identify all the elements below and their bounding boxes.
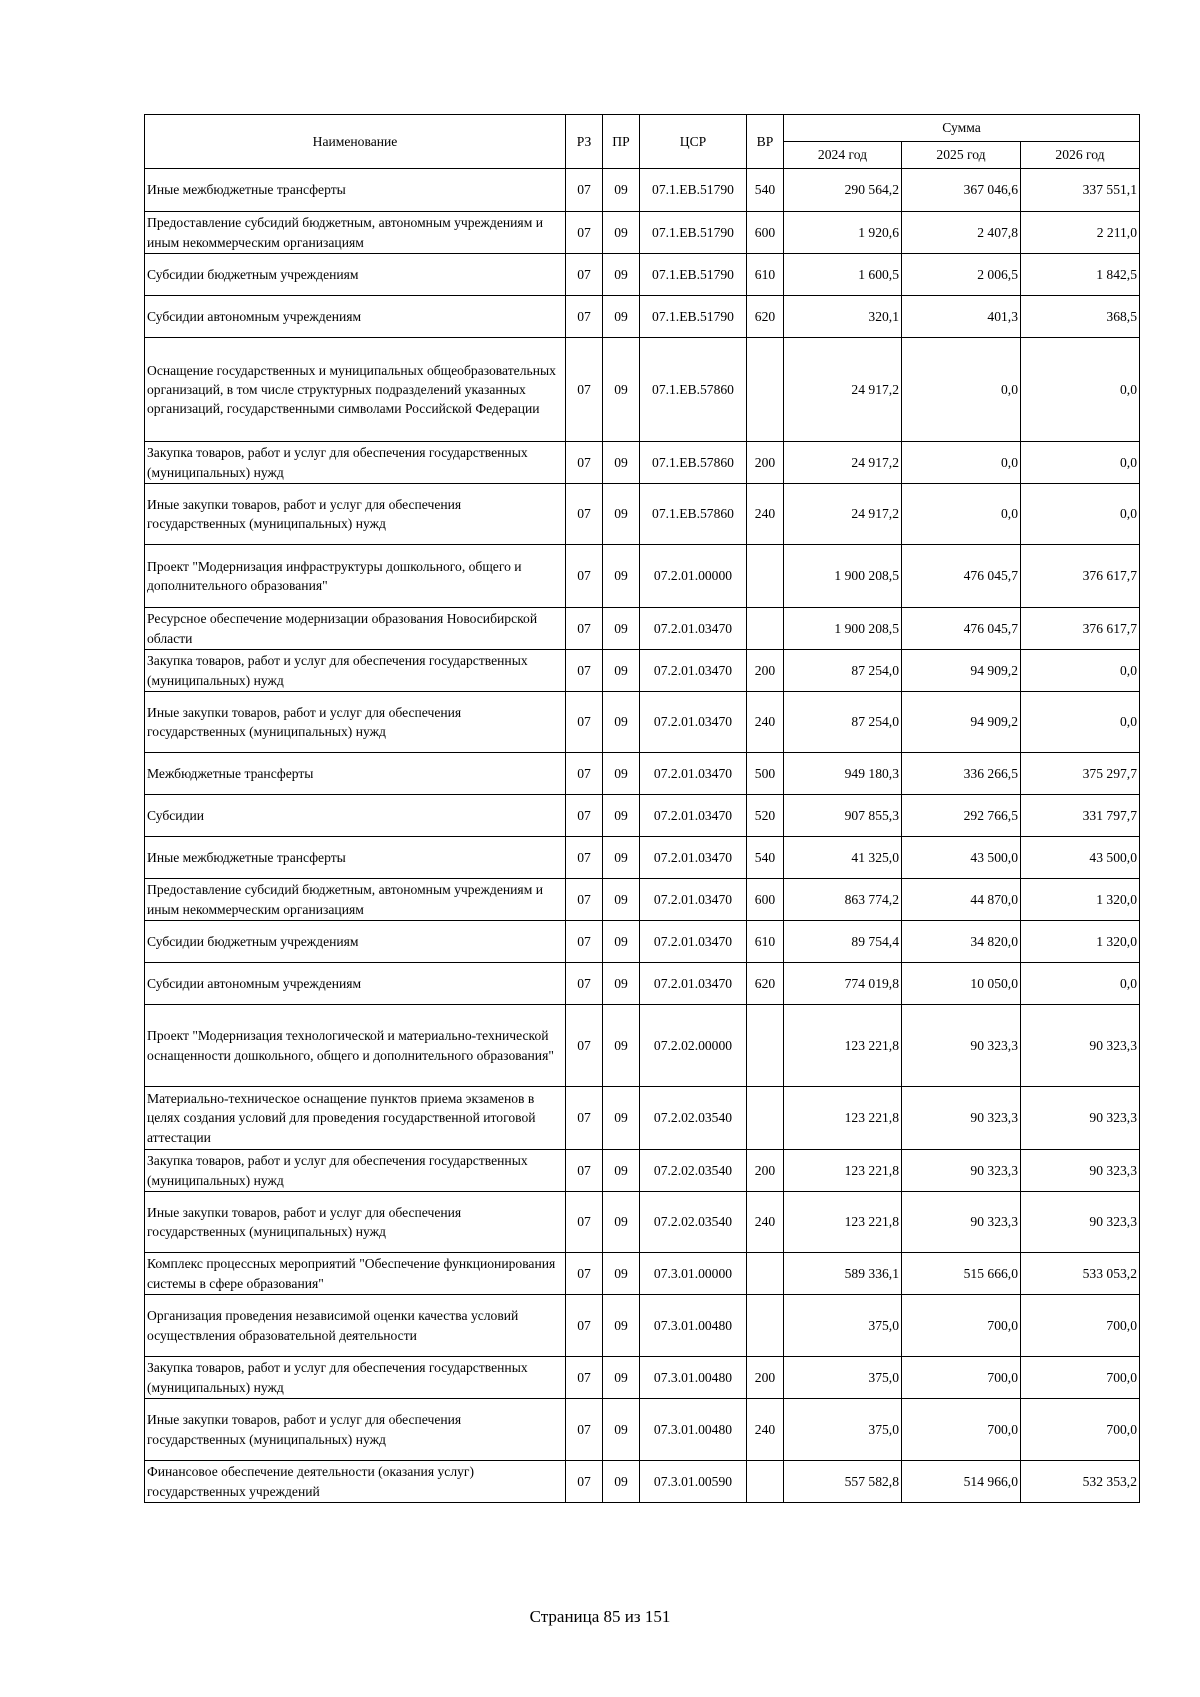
table-row: [145, 1087, 1140, 1150]
page-number: Страница 85 из 151: [529, 1607, 671, 1626]
cell-2025: 476 045,7: [902, 545, 1021, 608]
cell-vr: [747, 1461, 784, 1503]
cell-vr: [747, 608, 784, 650]
cell-csr: 07.1.EB.57860: [640, 338, 747, 442]
cell-vr: [747, 1295, 784, 1357]
cell-rz: 07: [566, 1005, 603, 1087]
cell-2024: 41 325,0: [784, 837, 902, 879]
cell-2026: 0,0: [1021, 963, 1140, 1005]
cell-2026: 0,0: [1021, 338, 1140, 442]
table-row: [145, 1461, 1140, 1503]
cell-2025: 0,0: [902, 338, 1021, 442]
cell-2024: 89 754,4: [784, 921, 902, 963]
cell-2025: 514 966,0: [902, 1461, 1021, 1503]
header-year-2026: 2026 год: [1021, 142, 1140, 169]
cell-2024: 24 917,2: [784, 338, 902, 442]
cell-2025: 94 909,2: [902, 692, 1021, 753]
cell-rz: 07: [566, 1461, 603, 1503]
cell-2024: 123 221,8: [784, 1005, 902, 1087]
header-name: Наименование: [145, 115, 566, 169]
cell-2026: 90 323,3: [1021, 1087, 1140, 1150]
cell-csr: 07.1.EB.51790: [640, 254, 747, 296]
cell-pr: 09: [603, 1150, 640, 1192]
cell-vr: 200: [747, 650, 784, 692]
cell-2025: 700,0: [902, 1295, 1021, 1357]
cell-csr: 07.3.01.00590: [640, 1461, 747, 1503]
cell-2024: 24 917,2: [784, 484, 902, 545]
cell-rz: 07: [566, 1295, 603, 1357]
cell-csr: 07.2.01.00000: [640, 545, 747, 608]
cell-pr: 09: [603, 1087, 640, 1150]
cell-pr: 09: [603, 608, 640, 650]
cell-2025: 10 050,0: [902, 963, 1021, 1005]
cell-2024: 375,0: [784, 1357, 902, 1399]
cell-csr: 07.2.01.03470: [640, 650, 747, 692]
cell-name: Закупка товаров, работ и услуг для обеспечения государственных (муниципальных) нужд: [145, 1357, 566, 1399]
cell-vr: 610: [747, 921, 784, 963]
cell-pr: 09: [603, 753, 640, 795]
cell-csr: 07.2.01.03470: [640, 963, 747, 1005]
table-row: [145, 1295, 1140, 1357]
cell-pr: 09: [603, 879, 640, 921]
budget-table: [144, 114, 1140, 1503]
cell-name: Межбюджетные трансферты: [145, 753, 566, 795]
table-row: [145, 921, 1140, 963]
cell-2024: 123 221,8: [784, 1087, 902, 1150]
cell-name: Закупка товаров, работ и услуг для обеспечения государственных (муниципальных) нужд: [145, 442, 566, 484]
cell-csr: 07.2.01.03470: [640, 608, 747, 650]
table-row: [145, 963, 1140, 1005]
cell-rz: 07: [566, 795, 603, 837]
cell-2026: 533 053,2: [1021, 1253, 1140, 1295]
cell-pr: 09: [603, 963, 640, 1005]
cell-name: Предоставление субсидий бюджетным, автономным учреждениям и иным некоммерческим организациям: [145, 212, 566, 254]
cell-pr: 09: [603, 338, 640, 442]
cell-name: Субсидии бюджетным учреждениям: [145, 921, 566, 963]
cell-csr: 07.3.01.00480: [640, 1295, 747, 1357]
cell-pr: 09: [603, 921, 640, 963]
cell-2025: 90 323,3: [902, 1150, 1021, 1192]
cell-2024: 557 582,8: [784, 1461, 902, 1503]
table-row: [145, 254, 1140, 296]
table-row: [145, 484, 1140, 545]
cell-2026: 375 297,7: [1021, 753, 1140, 795]
cell-rz: 07: [566, 1253, 603, 1295]
cell-2026: 43 500,0: [1021, 837, 1140, 879]
cell-vr: [747, 338, 784, 442]
cell-rz: 07: [566, 296, 603, 338]
cell-csr: 07.2.01.03470: [640, 837, 747, 879]
cell-2026: 2 211,0: [1021, 212, 1140, 254]
cell-pr: 09: [603, 1357, 640, 1399]
cell-csr: 07.2.02.03540: [640, 1150, 747, 1192]
cell-2026: 700,0: [1021, 1295, 1140, 1357]
cell-csr: 07.2.01.03470: [640, 795, 747, 837]
cell-pr: 09: [603, 1192, 640, 1253]
cell-rz: 07: [566, 753, 603, 795]
cell-csr: 07.2.01.03470: [640, 753, 747, 795]
cell-2026: 0,0: [1021, 484, 1140, 545]
table-row: [145, 545, 1140, 608]
cell-pr: 09: [603, 545, 640, 608]
cell-2025: 292 766,5: [902, 795, 1021, 837]
cell-2024: 123 221,8: [784, 1192, 902, 1253]
cell-rz: 07: [566, 837, 603, 879]
cell-rz: 07: [566, 484, 603, 545]
table-row: [145, 296, 1140, 338]
cell-csr: 07.3.01.00480: [640, 1357, 747, 1399]
table-row: [145, 608, 1140, 650]
cell-2024: 1 900 208,5: [784, 608, 902, 650]
table-row: [145, 1005, 1140, 1087]
cell-2026: 700,0: [1021, 1399, 1140, 1461]
cell-name: Проект "Модернизация технологической и материально-технической оснащенности дошкольного, общего и дополнительного образования": [145, 1005, 566, 1087]
cell-vr: 200: [747, 1357, 784, 1399]
table-row: [145, 442, 1140, 484]
cell-csr: 07.1.EB.57860: [640, 442, 747, 484]
cell-rz: 07: [566, 963, 603, 1005]
cell-2024: 290 564,2: [784, 169, 902, 212]
cell-name: Комплекс процессных мероприятий "Обеспечение функционирования системы в сфере образования": [145, 1253, 566, 1295]
cell-vr: 600: [747, 212, 784, 254]
cell-rz: 07: [566, 169, 603, 212]
cell-2025: 94 909,2: [902, 650, 1021, 692]
cell-2026: 532 353,2: [1021, 1461, 1140, 1503]
cell-name: Оснащение государственных и муниципальных общеобразовательных организаций, в том числе структурных подразделений указанных организаций, государственными символами Российской Федерации: [145, 338, 566, 442]
cell-2026: 376 617,7: [1021, 608, 1140, 650]
cell-name: Иные закупки товаров, работ и услуг для обеспечения государственных (муниципальных) нужд: [145, 1399, 566, 1461]
cell-pr: 09: [603, 1399, 640, 1461]
cell-pr: 09: [603, 169, 640, 212]
cell-vr: 540: [747, 169, 784, 212]
cell-vr: 200: [747, 442, 784, 484]
cell-2025: 401,3: [902, 296, 1021, 338]
cell-pr: 09: [603, 692, 640, 753]
cell-name: Субсидии: [145, 795, 566, 837]
cell-2024: 375,0: [784, 1295, 902, 1357]
cell-pr: 09: [603, 254, 640, 296]
cell-2025: 2 006,5: [902, 254, 1021, 296]
cell-2024: 320,1: [784, 296, 902, 338]
table-row: [145, 169, 1140, 212]
cell-rz: 07: [566, 338, 603, 442]
cell-name: Иные межбюджетные трансферты: [145, 169, 566, 212]
cell-2025: 700,0: [902, 1357, 1021, 1399]
cell-2024: 863 774,2: [784, 879, 902, 921]
cell-csr: 07.2.01.03470: [640, 692, 747, 753]
cell-pr: 09: [603, 484, 640, 545]
cell-rz: 07: [566, 1192, 603, 1253]
cell-2025: 0,0: [902, 442, 1021, 484]
cell-csr: 07.3.01.00000: [640, 1253, 747, 1295]
cell-vr: 200: [747, 1150, 784, 1192]
table-row: [145, 692, 1140, 753]
cell-name: Проект "Модернизация инфраструктуры дошкольного, общего и дополнительного образования": [145, 545, 566, 608]
cell-2024: 87 254,0: [784, 650, 902, 692]
cell-vr: 610: [747, 254, 784, 296]
header-year-2025: 2025 год: [902, 142, 1021, 169]
cell-2026: 0,0: [1021, 442, 1140, 484]
cell-2025: 34 820,0: [902, 921, 1021, 963]
cell-2026: 90 323,3: [1021, 1005, 1140, 1087]
cell-2025: 90 323,3: [902, 1087, 1021, 1150]
cell-rz: 07: [566, 921, 603, 963]
cell-2025: 2 407,8: [902, 212, 1021, 254]
header-sum: Сумма: [784, 115, 1140, 142]
header-rz: РЗ: [566, 115, 603, 169]
cell-rz: 07: [566, 1399, 603, 1461]
cell-2024: 774 019,8: [784, 963, 902, 1005]
cell-2024: 1 900 208,5: [784, 545, 902, 608]
cell-rz: 07: [566, 692, 603, 753]
cell-2025: 90 323,3: [902, 1005, 1021, 1087]
cell-name: Субсидии бюджетным учреждениям: [145, 254, 566, 296]
header-year-2024: 2024 год: [784, 142, 902, 169]
cell-2025: 0,0: [902, 484, 1021, 545]
cell-2024: 87 254,0: [784, 692, 902, 753]
cell-vr: [747, 545, 784, 608]
cell-csr: 07.3.01.00480: [640, 1399, 747, 1461]
cell-name: Субсидии автономным учреждениям: [145, 296, 566, 338]
cell-vr: [747, 1087, 784, 1150]
cell-name: Финансовое обеспечение деятельности (оказания услуг) государственных учреждений: [145, 1461, 566, 1503]
cell-2026: 0,0: [1021, 692, 1140, 753]
table-row: [145, 879, 1140, 921]
cell-vr: 540: [747, 837, 784, 879]
cell-2025: 476 045,7: [902, 608, 1021, 650]
cell-rz: 07: [566, 608, 603, 650]
cell-pr: 09: [603, 837, 640, 879]
cell-2026: 1 320,0: [1021, 879, 1140, 921]
cell-name: Ресурсное обеспечение модернизации образования Новосибирской области: [145, 608, 566, 650]
cell-pr: 09: [603, 650, 640, 692]
cell-2025: 700,0: [902, 1399, 1021, 1461]
cell-2026: 90 323,3: [1021, 1192, 1140, 1253]
cell-2024: 375,0: [784, 1399, 902, 1461]
cell-2024: 949 180,3: [784, 753, 902, 795]
cell-csr: 07.1.EB.57860: [640, 484, 747, 545]
cell-name: Иные закупки товаров, работ и услуг для обеспечения государственных (муниципальных) нужд: [145, 1192, 566, 1253]
cell-2024: 24 917,2: [784, 442, 902, 484]
table-row: [145, 338, 1140, 442]
table-row: [145, 1192, 1140, 1253]
cell-vr: [747, 1253, 784, 1295]
cell-2024: 589 336,1: [784, 1253, 902, 1295]
cell-pr: 09: [603, 1005, 640, 1087]
cell-2025: 90 323,3: [902, 1192, 1021, 1253]
cell-2026: 368,5: [1021, 296, 1140, 338]
cell-rz: 07: [566, 879, 603, 921]
cell-name: Иные межбюджетные трансферты: [145, 837, 566, 879]
cell-2026: 0,0: [1021, 650, 1140, 692]
cell-csr: 07.1.EB.51790: [640, 212, 747, 254]
cell-csr: 07.2.01.03470: [640, 921, 747, 963]
cell-pr: 09: [603, 212, 640, 254]
cell-pr: 09: [603, 442, 640, 484]
header-vr: ВР: [747, 115, 784, 169]
cell-vr: 520: [747, 795, 784, 837]
cell-name: Материально-техническое оснащение пунктов приема экзаменов в целях создания условий для проведения государственной итоговой аттестации: [145, 1087, 566, 1150]
cell-2024: 1 600,5: [784, 254, 902, 296]
cell-vr: 620: [747, 296, 784, 338]
cell-2026: 376 617,7: [1021, 545, 1140, 608]
cell-2025: 336 266,5: [902, 753, 1021, 795]
cell-rz: 07: [566, 254, 603, 296]
cell-name: Организация проведения независимой оценки качества условий осуществления образовательной деятельности: [145, 1295, 566, 1357]
table-row: [145, 1399, 1140, 1461]
cell-2025: 367 046,6: [902, 169, 1021, 212]
cell-vr: 240: [747, 1192, 784, 1253]
table-header: [145, 115, 1140, 169]
cell-rz: 07: [566, 442, 603, 484]
cell-vr: [747, 1005, 784, 1087]
table-row: [145, 837, 1140, 879]
cell-2025: 43 500,0: [902, 837, 1021, 879]
cell-vr: 240: [747, 484, 784, 545]
table-row: [145, 650, 1140, 692]
cell-rz: 07: [566, 1150, 603, 1192]
header-pr: ПР: [603, 115, 640, 169]
table-row: [145, 212, 1140, 254]
cell-csr: 07.2.02.03540: [640, 1192, 747, 1253]
cell-vr: 600: [747, 879, 784, 921]
cell-pr: 09: [603, 1295, 640, 1357]
header-csr: ЦСР: [640, 115, 747, 169]
cell-2026: 90 323,3: [1021, 1150, 1140, 1192]
cell-2026: 1 320,0: [1021, 921, 1140, 963]
cell-2026: 331 797,7: [1021, 795, 1140, 837]
cell-name: Предоставление субсидий бюджетным, автономным учреждениям и иным некоммерческим организациям: [145, 879, 566, 921]
cell-name: Иные закупки товаров, работ и услуг для обеспечения государственных (муниципальных) нужд: [145, 484, 566, 545]
table-row: [145, 1357, 1140, 1399]
cell-2024: 907 855,3: [784, 795, 902, 837]
cell-2026: 1 842,5: [1021, 254, 1140, 296]
cell-csr: 07.2.01.03470: [640, 879, 747, 921]
cell-rz: 07: [566, 545, 603, 608]
cell-rz: 07: [566, 650, 603, 692]
table-row: [145, 1253, 1140, 1295]
cell-2024: 123 221,8: [784, 1150, 902, 1192]
cell-name: Иные закупки товаров, работ и услуг для обеспечения государственных (муниципальных) нужд: [145, 692, 566, 753]
cell-vr: 500: [747, 753, 784, 795]
cell-rz: 07: [566, 1357, 603, 1399]
cell-name: Субсидии автономным учреждениям: [145, 963, 566, 1005]
cell-vr: 240: [747, 1399, 784, 1461]
table-row: [145, 795, 1140, 837]
cell-2025: 515 666,0: [902, 1253, 1021, 1295]
cell-2026: 700,0: [1021, 1357, 1140, 1399]
cell-csr: 07.2.02.00000: [640, 1005, 747, 1087]
cell-pr: 09: [603, 296, 640, 338]
cell-vr: 620: [747, 963, 784, 1005]
cell-name: Закупка товаров, работ и услуг для обеспечения государственных (муниципальных) нужд: [145, 650, 566, 692]
cell-csr: 07.1.EB.51790: [640, 169, 747, 212]
cell-pr: 09: [603, 795, 640, 837]
cell-csr: 07.2.02.03540: [640, 1087, 747, 1150]
cell-2026: 337 551,1: [1021, 169, 1140, 212]
cell-2024: 1 920,6: [784, 212, 902, 254]
cell-pr: 09: [603, 1253, 640, 1295]
cell-pr: 09: [603, 1461, 640, 1503]
table-row: [145, 753, 1140, 795]
cell-rz: 07: [566, 1087, 603, 1150]
cell-rz: 07: [566, 212, 603, 254]
cell-vr: 240: [747, 692, 784, 753]
table-body: [145, 169, 1140, 1503]
cell-2025: 44 870,0: [902, 879, 1021, 921]
cell-name: Закупка товаров, работ и услуг для обеспечения государственных (муниципальных) нужд: [145, 1150, 566, 1192]
cell-csr: 07.1.EB.51790: [640, 296, 747, 338]
table-row: [145, 1150, 1140, 1192]
